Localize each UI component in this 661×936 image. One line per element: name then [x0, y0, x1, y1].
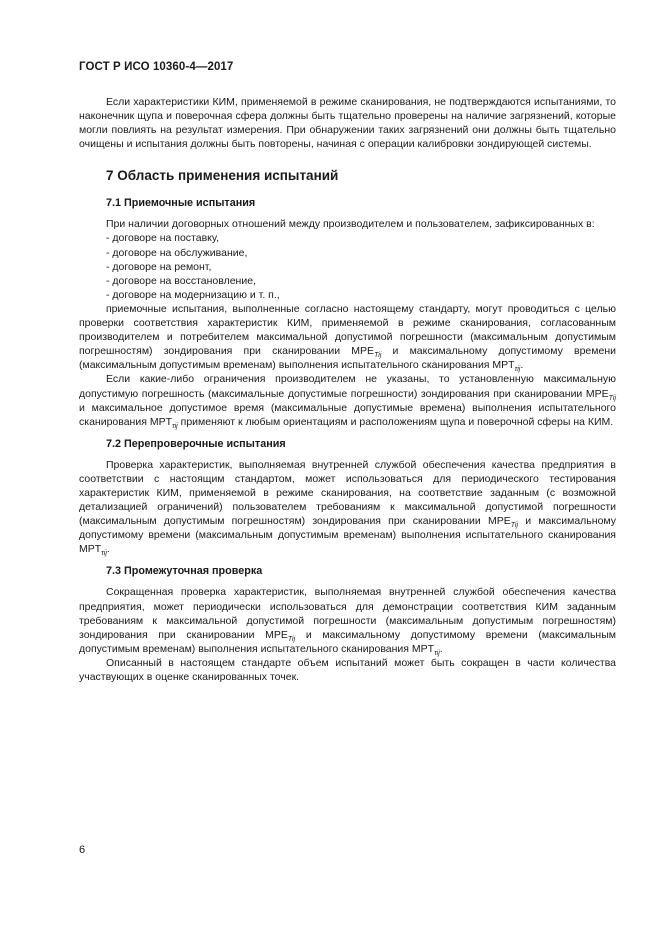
section-7-1-paragraph-1: При наличии договорных отношений между производителем и пользователем, зафиксированных в:: [106, 218, 595, 231]
page-number: 6: [79, 844, 86, 856]
section-7-1-heading: 7.1 Приемочные испытания: [106, 197, 256, 210]
section-7-2-heading: 7.2 Перепроверочные испытания: [106, 437, 286, 450]
page-content: [79, 95, 616, 684]
list-item: - договоре на модернизацию и т. п.,: [106, 288, 280, 301]
section-7-1-paragraph-3: Если какие-либо ограничения производителем не указаны, то установленную максимальную допустимую погрешность (максимальные допустимые погрешности) зондирования при сканировании $MPE_{Tij}$ и максимальное допустимое время (максимальные допустимые времена) выполнения испытательного сканирования $MPT_{\tau ij}$ применяют к любым ориентациям и расположениям щупа и поверочной сферы на КИМ.: [79, 373, 616, 430]
section-7-heading: 7 Область применения испытаний: [106, 168, 339, 184]
list-item: - договоре на поставку,: [106, 232, 219, 245]
section-7-3-heading: 7.3 Промежуточная проверка: [106, 565, 263, 578]
section-7-3-paragraph-1: Сокращенная проверка характеристик, выполняемая внутренней службой обеспечения качества предприятия, может периодически использоваться для демонстрации соответствия КИМ заданным требованиям к максимальной допустимой погрешности (максимальным допустимым погрешностям) зондирования при сканировании $MPE_{Tij}$ и максимальному допустимому времени (максимальным допустимым временам) выполнения испытательного сканирования $MPT_{\tau ij}$.: [79, 586, 616, 657]
list-item: - договоре на восстановление,: [106, 274, 256, 287]
contract-list: [79, 231, 616, 301]
list-item: - договоре на обслуживание,: [106, 246, 248, 259]
section-7-3-paragraph-2: Описанный в настоящем стандарте объем испытаний может быть сокращен в части количества участвующих в оценке сканированных точек.: [79, 656, 616, 683]
section-7-2-paragraph: Проверка характеристик, выполняемая внутренней службой обеспечения качества предприятия в соответствии с настоящим стандартом, может использоваться для периодического тестирования характеристик КИМ, применяемой в режиме сканирования, на соответствие заданным (с возможной детализацией ограничений) пользователем требованиям к максимальной допустимой погрешности (максимальным допустимым погрешностям) зондирования при сканировании $MPE_{Tij}$ и максимальному допустимому времени (максимальным допустимым временам) выполнения испытательного сканирования $MPT_{\tau ij}$.: [79, 458, 617, 558]
intro-paragraph: Если характеристики КИМ, применяемой в режиме сканирования, не подтверждаются испытаниями, то наконечник щупа и поверочная сфера должны быть тщательно проверены на наличие загрязнений, которые могли повлиять на результат измерения. При обнаружении таких загрязнений они должны быть тщательно очищены и испытания должны быть повторены, начиная с операции калибровки зондирующей системы.: [79, 96, 616, 151]
section-7-1-paragraph-2: приемочные испытания, выполненные согласно настоящему стандарту, могут проводиться с целью проверки соответствия характеристик КИМ, применяемой в режиме сканирования, согласованным производителем и потребителем максимальной допустимой погрешности (максимальным допустимым погрешностям) зондирования при сканировании $MPE_{Tij}$ и максимальному допустимому времени (максимальным допустимым временам) выполнения испытательного сканирования $MPT_{\tau ij}$.: [79, 302, 616, 374]
list-item: - договоре на ремонт,: [106, 260, 212, 273]
document-header: ГОСТ Р ИСО 10360-4—2017: [79, 61, 234, 73]
